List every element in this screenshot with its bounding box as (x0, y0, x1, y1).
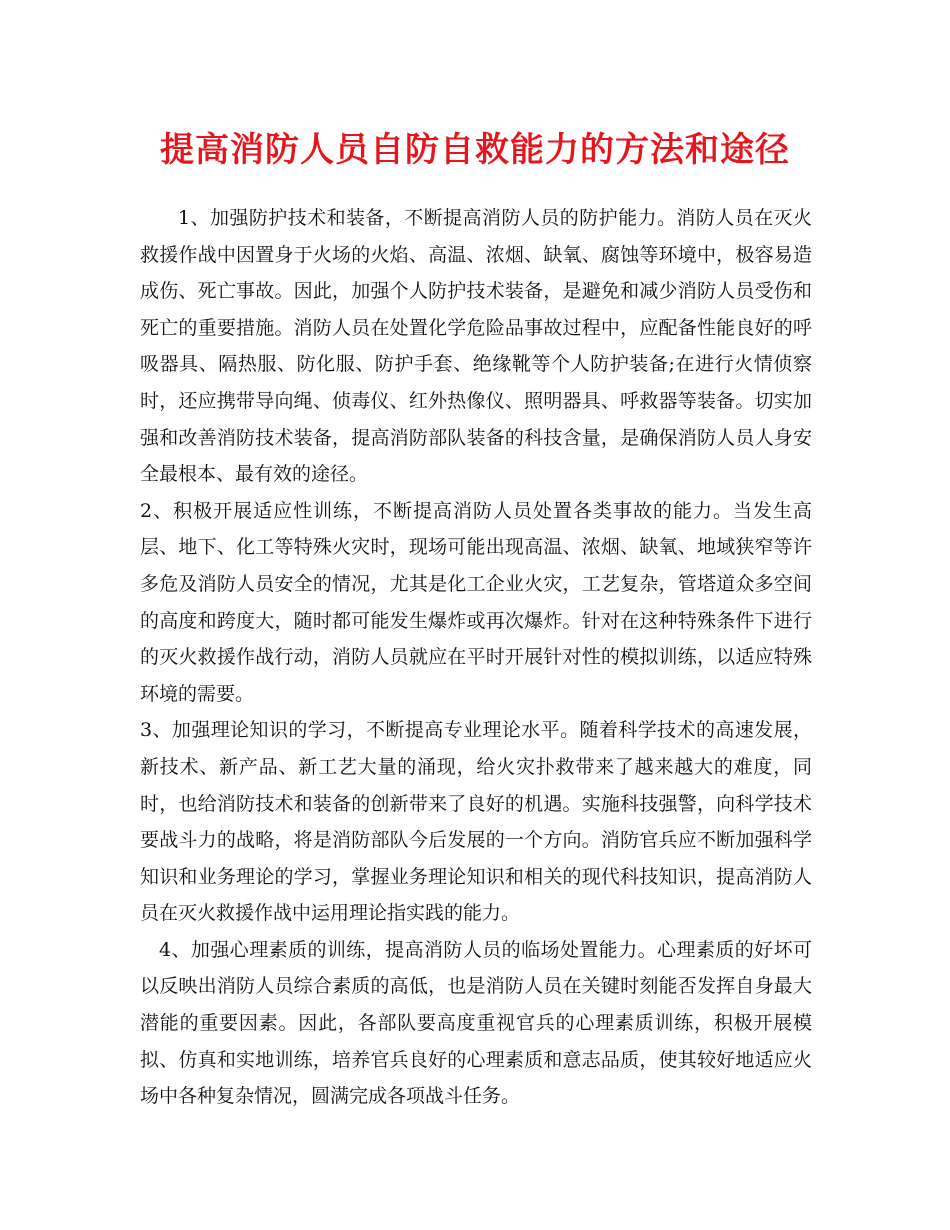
document-title: 提高消防人员自防自救能力的方法和途径 (160, 130, 790, 170)
paragraph-3: 3、加强理论知识的学习，不断提高专业理论水平。随着科学技术的高速发展，新技术、新产品、新工艺大量的涌现，给火灾扑救带来了越来越大的难度，同时，也给消防技术和装备的创新带来了良好的机遇。实施科技强警，向科学技术要战斗力的战略，将是消防部队今后发展的一个方向。消防官兵应不断加强科学知识和业务理论的学习，掌握业务理论知识和相关的现代科技知识，提高消防人员在灭火救援作战中运用理论指实践的能力。 (140, 719, 812, 925)
paragraph-4: 4、加强心理素质的训练，提高消防人员的临场处置能力。心理素质的好坏可以反映出消防人员综合素质的高低，也是消防人员在关键时刻能否发挥自身最大潜能的重要因素。因此，各部队要高度重视官兵的心理素质训练，积极开展模拟、仿真和实地训练，培养官兵良好的心理素质和意志品质，使其较好地适应火场中各种复杂情况，圆满完成各项战斗任务。 (140, 938, 812, 1108)
paragraph-2: 2、积极开展适应性训练，不断提高消防人员处置各类事故的能力。当发生高层、地下、化工等特殊火灾时，现场可能出现高温、浓烟、缺氧、地域狭窄等许多危及消防人员安全的情况，尤其是化工企业火灾，工艺复杂，管塔道众多空间的高度和跨度大，随时都可能发生爆炸或再次爆炸。针对在这种特殊条件下进行的灭火救援作战行动，消防人员就应在平时开展针对性的模拟训练，以适应特殊环境的需要。 (140, 499, 812, 705)
paragraph-1: 1、加强防护技术和装备，不断提高消防人员的防护能力。消防人员在灭火救援作战中因置身于火场的火焰、高温、浓烟、缺氧、腐蚀等环境中，极容易造成伤、死亡事故。因此，加强个人防护技术装备，是避免和减少消防人员受伤和死亡的重要措施。消防人员在处置化学危险品事故过程中，应配备性能良好的呼吸器具、隔热服、防化服、防护手套、绝缘靴等个人防护装备;在进行火情侦察时，还应携带导向绳、侦毒仪、红外热像仪、照明器具、呼救器等装备。切实加强和改善消防技术装备，提高消防部队装备的科技含量，是确保消防人员人身安全最根本、最有效的途径。 (140, 207, 812, 486)
document-body (140, 200, 812, 1115)
